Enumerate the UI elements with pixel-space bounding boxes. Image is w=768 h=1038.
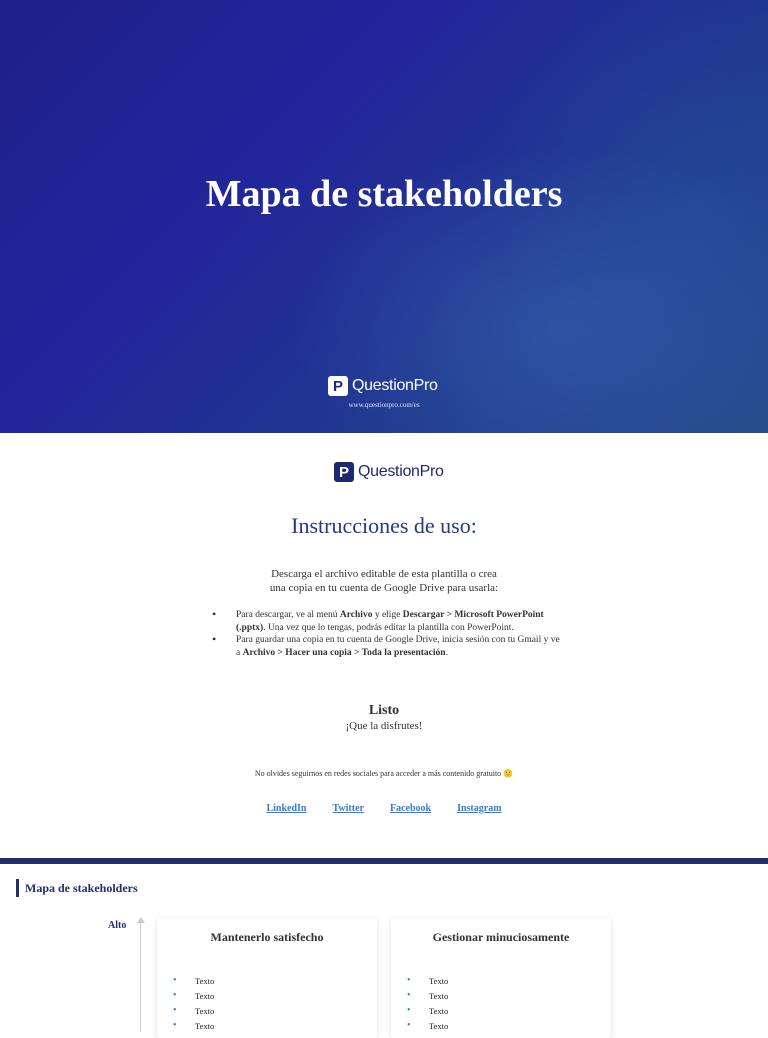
instructions-title: Instrucciones de uso: bbox=[291, 513, 477, 538]
list-item bbox=[212, 634, 562, 659]
list-item: • Texto bbox=[407, 1004, 448, 1019]
intro-line-2: una copia en tu cuenta de Google Drive para usarla: bbox=[269, 582, 499, 594]
instructions-logo-text: QuestionPro bbox=[358, 463, 444, 480]
cover-logo-text: QuestionPro bbox=[352, 377, 438, 394]
bullet-text: . bbox=[445, 647, 448, 658]
cover-url[interactable]: www.questionpro.com/es bbox=[348, 401, 420, 409]
quadrant-title: Mantenerlo satisfecho bbox=[210, 930, 324, 944]
follow-text: No olvides seguirnos en redes sociales para acceder a más contenido gratuito 🙂 bbox=[254, 769, 514, 778]
bullet-text: y elige bbox=[372, 610, 403, 620]
axis-arrow-icon bbox=[137, 917, 145, 923]
map-title: Mapa de stakeholders bbox=[16, 879, 138, 897]
linkedin-link[interactable]: LinkedIn bbox=[266, 803, 307, 814]
social-links bbox=[0, 803, 768, 814]
list-item bbox=[212, 609, 562, 634]
intro-line-1: Descarga el archivo editable de esta plantilla o crea bbox=[271, 568, 497, 580]
quadrant-keep-satisfied bbox=[157, 918, 377, 1038]
instructions-slide bbox=[0, 433, 768, 858]
vertical-axis bbox=[140, 922, 141, 1032]
list-item: • Texto bbox=[173, 1004, 214, 1019]
list-item: • Texto bbox=[173, 1019, 214, 1034]
cover-slide bbox=[0, 0, 768, 433]
axis-label-high: Alto bbox=[108, 920, 127, 931]
instructions-logo bbox=[334, 462, 444, 482]
list-item: • Texto bbox=[407, 989, 448, 1004]
ready-title: Listo bbox=[368, 703, 400, 718]
bullet-text: Para guardar una copia en tu cuenta de Google Drive, inicia sesión con tu Gmail y ve a bbox=[236, 635, 560, 658]
bullet-bold: Archivo bbox=[339, 610, 373, 620]
questionpro-logo-icon: P bbox=[328, 376, 348, 396]
bullet-bold: Descargar > Microsoft PowerPoint (.pptx) bbox=[236, 610, 544, 633]
quadrant-manage-closely bbox=[391, 918, 611, 1038]
quadrant-title: Gestionar minuciosamente bbox=[432, 930, 570, 944]
list-item: • Texto bbox=[173, 989, 214, 1004]
facebook-link[interactable]: Facebook bbox=[389, 803, 432, 814]
instagram-link[interactable]: Instagram bbox=[457, 803, 502, 814]
cover-logo bbox=[328, 376, 438, 396]
instructions-list bbox=[212, 609, 562, 659]
bullet-bold: Archivo > Hacer una copia > Toda la presentación bbox=[242, 647, 446, 658]
list-item: • Texto bbox=[173, 974, 214, 989]
list-item: • Texto bbox=[407, 974, 448, 989]
cover-title: Mapa de stakeholders bbox=[205, 173, 563, 215]
ready-subtitle: ¡Que la disfrutes! bbox=[345, 720, 423, 732]
list-item: • Texto bbox=[407, 1019, 448, 1034]
twitter-link[interactable]: Twitter bbox=[332, 803, 364, 814]
bullet-text: . Una vez que lo tengas, podrás editar la plantilla con PowerPoint. bbox=[263, 622, 514, 633]
stakeholder-map-slide bbox=[0, 864, 768, 1031]
questionpro-logo-icon: P bbox=[334, 462, 354, 482]
instructions-intro bbox=[0, 567, 768, 595]
quadrant-list bbox=[407, 974, 448, 1034]
quadrant-list bbox=[173, 974, 214, 1034]
bullet-text: Para descargar, ve al menú bbox=[236, 610, 340, 620]
